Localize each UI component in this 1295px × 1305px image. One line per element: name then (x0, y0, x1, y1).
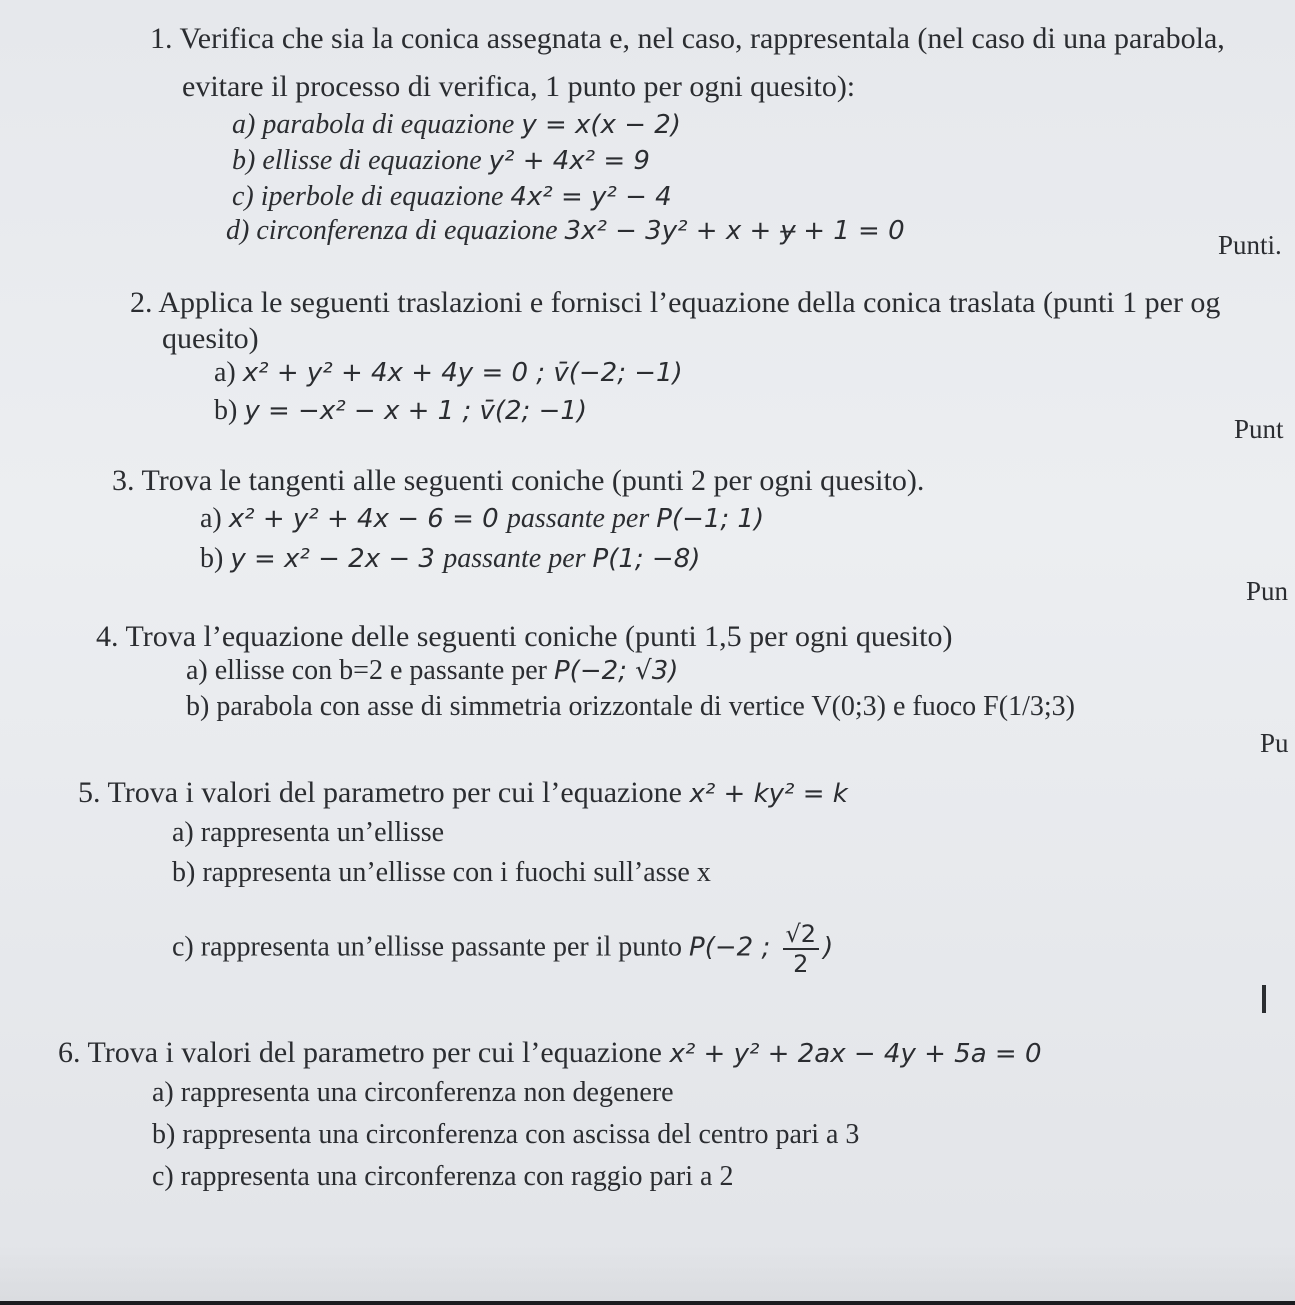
q3-b-equation: y = x² − 2x − 3 (230, 544, 444, 574)
q1-b-equation: y² + 4x² = 9 (488, 146, 650, 176)
q1-a-label: a) parabola di equazione (232, 109, 522, 140)
q4-title: 4. Trova l’equazione delle seguenti coniche (punti 1,5 per ogni quesito) (96, 620, 953, 653)
q5-item-c (172, 920, 833, 978)
q2-item-b (214, 394, 587, 428)
q1-item-b (232, 144, 650, 178)
q5-equation: x² + ky² = k (689, 779, 848, 809)
q2-title-line1: 2. Applica le seguenti traslazioni e fornisci l’equazione della conica traslata (punti 1 per og (130, 286, 1221, 319)
q5-item-b: b) rappresenta un’ellisse con i fuochi sull’asse x (172, 857, 711, 888)
q6-item-a: a) rappresenta una circonferenza non degenere (152, 1077, 674, 1108)
q2-title-line2: quesito) (162, 322, 259, 355)
q4-item-b: b) parabola con asse di simmetria orizzontale di vertice V(0;3) e fuoco F(1/3;3) (186, 691, 1075, 722)
q1-item-c (232, 180, 672, 214)
q3-a-text: passante per (506, 503, 657, 534)
q2-item-a (214, 356, 683, 390)
q2-b-equation: y = −x² − x + 1 ; v̄(2; −1) (244, 396, 588, 426)
q3-item-a (200, 502, 764, 536)
q1-c-equation: 4x² = y² − 4 (510, 182, 672, 212)
q2-a-equation: x² + y² + 4x + 4y = 0 ; v̄(−2; −1) (242, 358, 683, 388)
q3-b-label: b) (200, 543, 231, 574)
q2-a-label: a) (214, 357, 243, 388)
q1-title-line2: evitare il processo di verifica, 1 punto per ogni quesito): (182, 70, 856, 103)
q4-points: Pu (1260, 728, 1289, 758)
q3-title: 3. Trova le tangenti alle seguenti coniche (punti 2 per ogni quesito). (112, 464, 925, 497)
q6-title: 6. Trova i valori del parametro per cui l’equazione (58, 1036, 670, 1069)
q1-item-d (226, 214, 905, 248)
q3-a-label: a) (200, 503, 229, 534)
q3-a-equation: x² + y² + 4x − 6 = 0 (228, 504, 507, 534)
q3-b-point: P(1; −8) (592, 544, 701, 574)
q3-a-point: P(−1; 1) (656, 504, 765, 534)
q3-item-b (200, 542, 700, 576)
q5-c-fraction-denominator: 2 (793, 950, 809, 978)
q6-item-b: b) rappresenta una circonferenza con ascissa del centro pari a 3 (152, 1119, 860, 1150)
q3-points: Pun (1246, 576, 1289, 606)
q5-c-text: c) rappresenta un’ellisse passante per il punto (172, 931, 690, 963)
q2-points: Punt (1234, 414, 1284, 444)
q4-a-text: a) ellisse con b=2 e passante per (186, 655, 554, 686)
q1-item-a (232, 108, 681, 142)
q6-title-line (58, 1036, 1041, 1071)
q5-c-fraction-numerator: √2 (783, 920, 820, 950)
q5-c-point-prefix: P(−2 ; (689, 932, 779, 963)
page-edge-mark (1262, 985, 1266, 1013)
q5-title: 5. Trova i valori del parametro per cui l’equazione (78, 776, 690, 809)
table-edge (0, 1301, 1295, 1305)
q6-equation: x² + y² + 2ax − 4y + 5a = 0 (669, 1039, 1042, 1069)
q1-d-label: d) circonferenza di equazione (226, 215, 565, 246)
q5-item-a: a) rappresenta un’ellisse (172, 817, 445, 848)
q5-c-fraction (783, 920, 820, 978)
q1-title-line1: 1. Verifica che sia la conica assegnata e, nel caso, rappresentala (nel caso di una parabola, (150, 22, 1225, 55)
paper-shadow (0, 1245, 1295, 1305)
q1-points: Punti. (1218, 230, 1282, 260)
q5-title-line (78, 776, 848, 811)
q4-a-point: P(−2; √3) (554, 656, 679, 686)
q6-item-c: c) rappresenta una circonferenza con raggio pari a 2 (152, 1161, 734, 1192)
q4-item-a (186, 654, 678, 688)
q1-d-equation: 3x² − 3y² + x + ɏ + 1 = 0 (564, 216, 905, 246)
q3-b-text: passante per (443, 543, 593, 574)
q1-b-label: b) ellisse di equazione (232, 145, 489, 176)
q5-c-point-suffix: ) (823, 932, 834, 963)
q1-a-equation: y = x(x − 2) (521, 110, 681, 140)
q2-b-label: b) (214, 395, 245, 426)
q1-c-label: c) iperbole di equazione (232, 181, 511, 212)
